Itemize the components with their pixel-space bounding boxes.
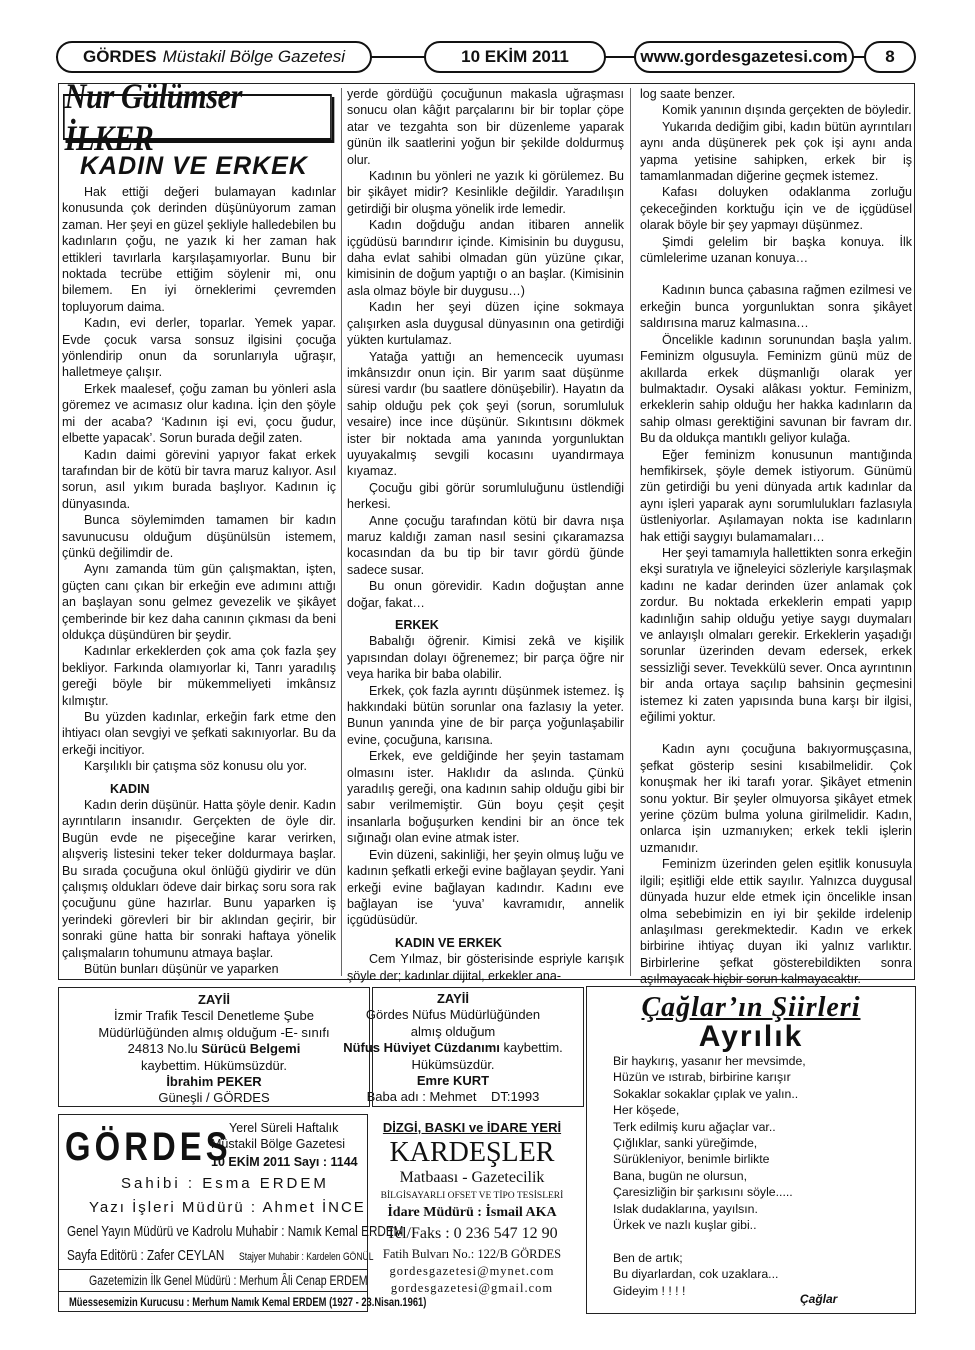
poem-line: Bir haykırış, yasanır her mevsimde, bbox=[613, 1054, 806, 1068]
printer-name: KARDEŞLER bbox=[389, 1137, 555, 1168]
notice-father: Baba adı : Mehmet bbox=[366, 1089, 477, 1105]
notice-line: İzmir Trafik Tescil Denetleme Şube bbox=[114, 1008, 314, 1024]
paragraph: Bunca söylemimden tamamen bir kadın savunucusu olduğum düşünülsün istemem, çünkü değilimdir de. bbox=[62, 513, 336, 560]
printer-phone: Tel/Faks : 0 236 547 12 90 bbox=[386, 1225, 558, 1242]
printer-desc: BİLGİSAYARLI OFSET VE TİPO TESİSLERİ bbox=[380, 1191, 564, 1201]
paragraph: Cem Yılmaz, bir gösterisinde espriyle karışık şöyle der; kadınlar dijital, erkekler ana- bbox=[347, 952, 624, 983]
paragraph: Yukarıda dediğim gibi, kadın bütün ayrıntıları aynı anda düşünerek pek çok işi aynı anda yapma yetisine sahipken, erkek bir iş tamamlanmadan diğerine geçmek istemez. bbox=[640, 119, 912, 184]
paragraph: Öncelikle kadının sorunundan başla yalım. Feminizm olgusuyla. Feminizm günü müz de akıllarda erkek düşmanlığı olarak yer bulmaktadır. Oysaki alâkası yoktur. Feminizm, erkeklerin sahip olduğu her hakka kadınların da sahip olması gerektiğini savunan bir favram dır. Bu da oldukça mantıklı geliyor kulağa. bbox=[640, 332, 912, 446]
paragraph: Kadın, evi derler, toparlar. Yemek yapar. Evde çocuk varsa sonsuz ilgisini çocuğa yönlendirip onun da sorunlarıyla uğraşır, halletmeye çalışır. bbox=[62, 316, 336, 380]
header-date: 10 EKİM 2011 bbox=[424, 41, 606, 73]
paragraph: Aynı zamanda tüm gün çalışmaktan, işten, güçten canı çıkan bir erkeğin eve adımını attığı an başlayan sonu gelmez gevezelik ve şikâyet çemberinde bir kez daha canının çıkması da beni oldukça düşündüren bir şeydir. bbox=[62, 562, 336, 642]
poem-line: Her köşede, bbox=[613, 1103, 680, 1118]
paragraph: Babalığı öğrenir. Kimisi zekâ ve kişilik yapısından dolayı öğrenemez; bir parça öğre nir veya harika bir baba olabilir. bbox=[347, 634, 624, 682]
masthead-founder: Müessesemizin Kurucusu : Merhum Namık Kemal ERDEM (1927 - 23.Nisan.1961) bbox=[69, 1295, 427, 1309]
paragraph: yerde gördüğü çocuğunun makasla uğraşması sonucu olan kâğıt parçalarını bir bir toplar çöpe atar ve tezgahta son bir düzenleme yaparak günün ilk saatlerini yoğun bir şekilde doldurmuş olur. bbox=[347, 87, 624, 167]
paragraph: Kadının bu yönleri ne yazık ki görülemez. Bu bir şikâyet midir? Kesinlikle değildir. Yaradılışın getirdiği bir oluşma yönelik irde lemedir. bbox=[347, 169, 624, 216]
poem-line: Çaresizliğin bir şarkısını söyle..... bbox=[613, 1185, 793, 1200]
article-title: KADIN VE ERKEK bbox=[80, 152, 308, 180]
masthead-editor: Yazı İşleri Müdürü : Ahmet İNCE bbox=[89, 1199, 366, 1216]
paragraph: Kadın daimi görevini yapıyor fakat erkek tarafından bir de kötü bir tavra maruz kalıyor. Asıl sorun, asıl yıkım burada başlıyor. Kadının iç dünyasında. bbox=[62, 447, 336, 511]
notice-line-bold: Sürücü Belgemi bbox=[201, 1041, 301, 1057]
header-page-number: 8 bbox=[864, 41, 916, 73]
notice-person: Emre KURT bbox=[416, 1073, 490, 1089]
notice-title: ZAYİİ bbox=[197, 992, 231, 1007]
paragraph: Evin düzeni, sakinliği, her şeyin olmuş luğu ve kadının şefkatli erkeği evine bağlayan şeydir. Yani erkeği evine bağlayan kadındır. Kadını eve bağlayan ise ‘yuva’ kavramıdır, annelik içgüdüsüdür. bbox=[347, 847, 624, 928]
notice-title: ZAYİİ bbox=[436, 991, 470, 1006]
poem-line: Islak dudaklarına, yayılsın. bbox=[613, 1201, 758, 1216]
paragraph: Kadının bunca çabasına rağmen ezilmesi ve erkeğin bunca yorgunluktan sonra şikâyet saldırısına maruz kalmasına… bbox=[640, 283, 912, 331]
paragraph: Hak ettiği değeri bulamayan kadınlar konusunda çok derinden düşünüyorum zaman zaman. Her şeyi en güzel şekliyle halledebilen bu kadınların çoğu, ne yazık ki her zaman hak ettikleri tavırlarla karşılaşamıyorlar. Bunu bir noktada tecrübe ettiğim söylenir mi, onu bilemem. En iyi örneklerimi çevremden topluyorum daima. bbox=[62, 185, 336, 314]
notice-line: Müdürlüğünden almış olduğum -E- sınıfı bbox=[98, 1024, 330, 1040]
notice-line: Hükümsüzdür. bbox=[411, 1056, 495, 1072]
paragraph: log saate benzer. bbox=[640, 87, 736, 101]
paragraph: Kadın her şeyi düzen içine sokmaya çalışırken asla duygusal dünyasının ona getirdiği yükten kurtulamaz. bbox=[347, 300, 624, 348]
notice-line: kaybettim. bbox=[499, 1040, 563, 1056]
poem-line: Terk edilmiş kuru ağaçlar var.. bbox=[613, 1119, 776, 1134]
printer-sub: Matbaası - Gazetecilik bbox=[399, 1169, 545, 1186]
masthead-intern: Stajyer Muhabir : Kardelen GÖNÜL bbox=[239, 1251, 374, 1263]
printer-email1[interactable]: gordesgazetesi@mynet.com bbox=[389, 1264, 555, 1278]
masthead-owner: Sahibi : Esma ERDEM bbox=[121, 1175, 329, 1192]
notice-border bbox=[372, 987, 584, 1107]
poem-line: Sokaklar sokaklar çıplak ve yalın.. bbox=[613, 1086, 799, 1101]
poem-section-title: Çağlar’ın Şiirleri bbox=[641, 992, 861, 1023]
paragraph: Kadın derin düşünür. Hatta şöyle denir. Kadın ayrıntıların insanıdır. Gerçekten de öyle dir. Bugün evde ne pişeceğine karar verirken, alışveriş listesini teker teker doldurmaya başlar. Bu sırada çocuğuna okul önlüğü giydirir ve dün çalışmış oldukları ödeve dair birkaç soru sora rak çocuğunu güne hazırlar. Bunu yaparken iş yerindeki görevleri bir bir aklından geçirir, bir sonraki güne hatta bir sonraki haftaya yönelik çalışmaların tohumunu atmaya başlar. bbox=[62, 798, 336, 960]
section-heading: KADIN bbox=[110, 781, 150, 796]
paragraph: Yatağa yattığı an hemencecik uyuması imkânsızdır onun için. Bir yarım saat düşünme süresi vardır (bu saatlere dönüşebilir). Hayatın da sahip olduğu pek çok şeyi (sorun, sorumluluk vesaire) ince ince düşünür. Sıkıntısını dökmek ister bir noktada ama yanında yorgunluktan uyuyakalmış sevgili kocasını uyandırmaya kıyamaz. bbox=[347, 349, 624, 479]
header-website[interactable]: www.gordesgazetesi.com bbox=[634, 41, 854, 73]
notice-line: 24813 No.lu bbox=[127, 1041, 202, 1057]
article-column-1 bbox=[62, 184, 336, 978]
masthead bbox=[58, 1114, 427, 1312]
poem-line: Gideyim ! ! ! ! bbox=[613, 1283, 686, 1298]
poem-line: Sürükleniyor, benimle birlikte bbox=[613, 1152, 770, 1167]
poem-body bbox=[613, 1053, 903, 1299]
paragraph: Kafası doluyken odaklanma zorluğu çekeceğinden korktuğu için ve de içgüdüsel olarak böyle bir şey yapmayı düşünmez. bbox=[640, 185, 912, 233]
poem-line: Çığlıklar, sanki yüreğimde, bbox=[613, 1136, 758, 1151]
notice-line: almış olduğum bbox=[410, 1023, 496, 1039]
poem-line: Ben de artık; bbox=[613, 1250, 683, 1265]
notice-line: Gördes Nüfus Müdürlüğünden bbox=[365, 1007, 541, 1023]
poem-line: Bana, bugün ne olursun, bbox=[613, 1168, 748, 1183]
masthead-first-gm: Gazetemizin İlk Genel Müdürü : Merhum Âli Cenap ERDEM bbox=[89, 1273, 368, 1288]
paragraph: Şimdi gelelim bir başka konuya. İlk cümlelerime uzanan konuya… bbox=[640, 234, 912, 266]
printer-manager: İdare Müdürü : İsmail AKA bbox=[387, 1205, 557, 1220]
poem-line bbox=[613, 1233, 903, 1249]
article-column-3 bbox=[640, 86, 912, 988]
masthead-issue: 10 EKİM 2011 Sayı : 1144 bbox=[211, 1155, 358, 1169]
section-heading: ERKEK bbox=[395, 618, 439, 632]
poem-signature: Çağlar bbox=[800, 1292, 838, 1306]
printer-email2[interactable]: gordesgazetesi@gmail.com bbox=[390, 1281, 554, 1295]
poem-line: Ürkek ve nazlı kuşlar gibi.. bbox=[613, 1218, 757, 1233]
paragraph: Kadınlar erkeklerden çok ama çok fazla şey bekliyor. Farkında olamıyorlar ki, Tanrı yaradılış gereği böyle bir mükemmeliyeti imkânsız kılmıştır. bbox=[62, 644, 336, 708]
section-heading: KADIN VE ERKEK bbox=[395, 935, 502, 950]
paragraph: Bu onun görevidir. Kadın doğuştan anne doğar, fakat… bbox=[347, 579, 624, 610]
paragraph: Erkek, çok fazla ayrıntı düşünmek istemez. İş hakkındaki bütün sorunlar ona fazlasıy la yeter. Bunun yanında yine de bir parça yoğunlaşabilir evine, çocuğuna, karısına. bbox=[347, 683, 624, 747]
paragraph: Erkek maalesef, çoğu zaman bu yönleri asla göremez ve acımasız olur kadına. İçin den şöyle mi der acaba? ‘Kadının işi evi, çocu ğudur, elbette yapacak’. Sorun burada değil zaten. bbox=[62, 381, 336, 446]
paragraph: Kadın aynı çocuğuna bakıyormuşçasına, şefkat gösterip sesini kısabilmelidir. Çok konuşmak her iki tarafı yorar. Şikâyet etmenin sonu yoktur. Bir şeyler olmuyorsa şikâyet etmek yerine çözüm bulma yoluna girilmelidir. Kadın, onlarca işin uzmanıyken; erkek tekli işlerin uzmanıdır. bbox=[640, 742, 912, 855]
masthead-name: GÖRDES bbox=[65, 1125, 232, 1169]
paragraph: Karşılıklı bir çatışma söz konusu olu yor. bbox=[84, 759, 308, 774]
column-divider bbox=[341, 88, 342, 976]
paragraph: Bütün bunları düşünür ve yaparken bbox=[84, 962, 279, 977]
masthead-tag2: Müstakil Bölge Gazetesi bbox=[211, 1137, 346, 1151]
paragraph: Komik yanının dışında gerçekten de böyledir. bbox=[662, 103, 912, 118]
masthead-gm: Genel Yayın Müdürü ve Kadrolu Muhabir : Namık Kemal ERDEM bbox=[67, 1223, 404, 1240]
notice-person: İbrahim PEKER bbox=[166, 1074, 262, 1090]
poem-title: Ayrılık bbox=[698, 1020, 804, 1053]
author-name: Nur Gülümser İLKER bbox=[63, 94, 332, 140]
paragraph: Eğer feminizm konusunun mantığında hemfikirsek, şöyle demek istiyorum. Günümü zün getirdiği bu yeni dünyada artık kadınlar da aynı işleri yaparak aynı sorumlulukları fazlasıyla üstleniyorlar. Aşılamayan nokta ise kadınların hak ettiği saygıyı bulamamaları… bbox=[640, 447, 912, 544]
article-column-2 bbox=[347, 86, 624, 984]
column-divider bbox=[630, 88, 631, 976]
paragraph: Erkek, eve geldiğinde her şeyin tastamam olmasını ister. Haklıdır da aslında. Çünkü yaradılış gereği, ona kadının sahip olduğu gibi bir sabır verilmemiştir. Gün boyu çeşit çeşit insanlarla boğuşurken kendini bir an önce tek sığınağı olan evine atmak ister. bbox=[347, 749, 624, 846]
paragraph: Anne çocuğu tarafından kötü bir davra nışa maruz kaldığı zaman nasıl sesini çıkaramazsa kocasından da bu tip bir tavır gördü ğünde sadece susar. bbox=[347, 513, 624, 577]
printer-info bbox=[374, 1120, 570, 1312]
paragraph: Her şeyi tamamıyla hallettikten sonra erkeğin ekşi suratıyla ve iğneleyici sözleriyle karşılaşmak kadını ne kadar derinden üzer anlamak çok zordur. Bu noktada erkeklerin empati yapıp kadınlığın sahip olduğu yetiye saygı duymaları ve anlayışlı olmaları gerekir. Erkeklerin yaşadığı sorunlar üzerinden devam edersek, erkek sessizliği sever. Tevekkülü sever. Onca ayrıntının bir anda ortaya saçılıp bahsinin geçmesini istemez ki zaten yapısında buna karşı bir ilgisi, eğilimi yoktur. bbox=[640, 545, 912, 725]
printer-address: Fatih Bulvarı No.: 122/B GÖRDES bbox=[382, 1247, 562, 1261]
paragraph: Kadın doğduğu andan itibaren annelik içgüdüsü barındırır içinde. Kimisinin bu duygusu, daha evlat sahibi olmadan gün yüzüne çıkar, kimisinin de doğum yaptığı o an başlar. (Kimisinin asla olmaz böyle bir duygusu…) bbox=[347, 218, 624, 298]
poem-line: Hüzün ve ıstırab, birbirine karışır bbox=[613, 1070, 791, 1085]
paragraph: Bu yüzden kadınlar, erkeğin fark etme den ihtiyacı olan sevgiyi ve şefkati sakınıyorlar. Bu da erkeği incitiyor. bbox=[62, 710, 336, 757]
paragraph: Çocuğu gibi görür sorumluluğunu üstlendiği herkesi. bbox=[347, 480, 624, 512]
notice-line-bold: Nüfus Hüviyet Cüzdanımı bbox=[343, 1040, 500, 1056]
paragraph: Feminizm üzerinden gelen eşitlik konusuyla ilgili; eşitliği elde ettik sayılır. Yalnızca duygusal dünyada huzur elde etmek için öncelikle insan olma sebebimizin en iyi bir şekilde irdelenip anlaşılması gerekmektedir. Kadın ve erkek birbirine ihtiyaç duyan iki yalnız varlıktır. Birbirlerine şefkat gösterebildikten sonra aşılmayacak hiçbir sorun kalmayacaktır. bbox=[640, 857, 912, 987]
header-paper-name: GÖRDES Müstakil Bölge Gazetesi bbox=[56, 41, 372, 73]
masthead-page-editor: Sayfa Editörü : Zafer CEYLAN bbox=[67, 1247, 225, 1264]
notice-dt: DT:1993 bbox=[490, 1089, 540, 1105]
printer-heading: DİZGİ, BASKI ve İDARE YERİ bbox=[382, 1120, 562, 1135]
poem-line: Bu diyarlardan, cok uzaklara... bbox=[613, 1267, 779, 1282]
notice-place: Güneşli / GÖRDES bbox=[158, 1090, 270, 1106]
masthead-tag1: Yerel Süreli Haftalık bbox=[229, 1121, 339, 1135]
notice-line: kaybettim. Hükümsüzdür. bbox=[141, 1057, 287, 1073]
